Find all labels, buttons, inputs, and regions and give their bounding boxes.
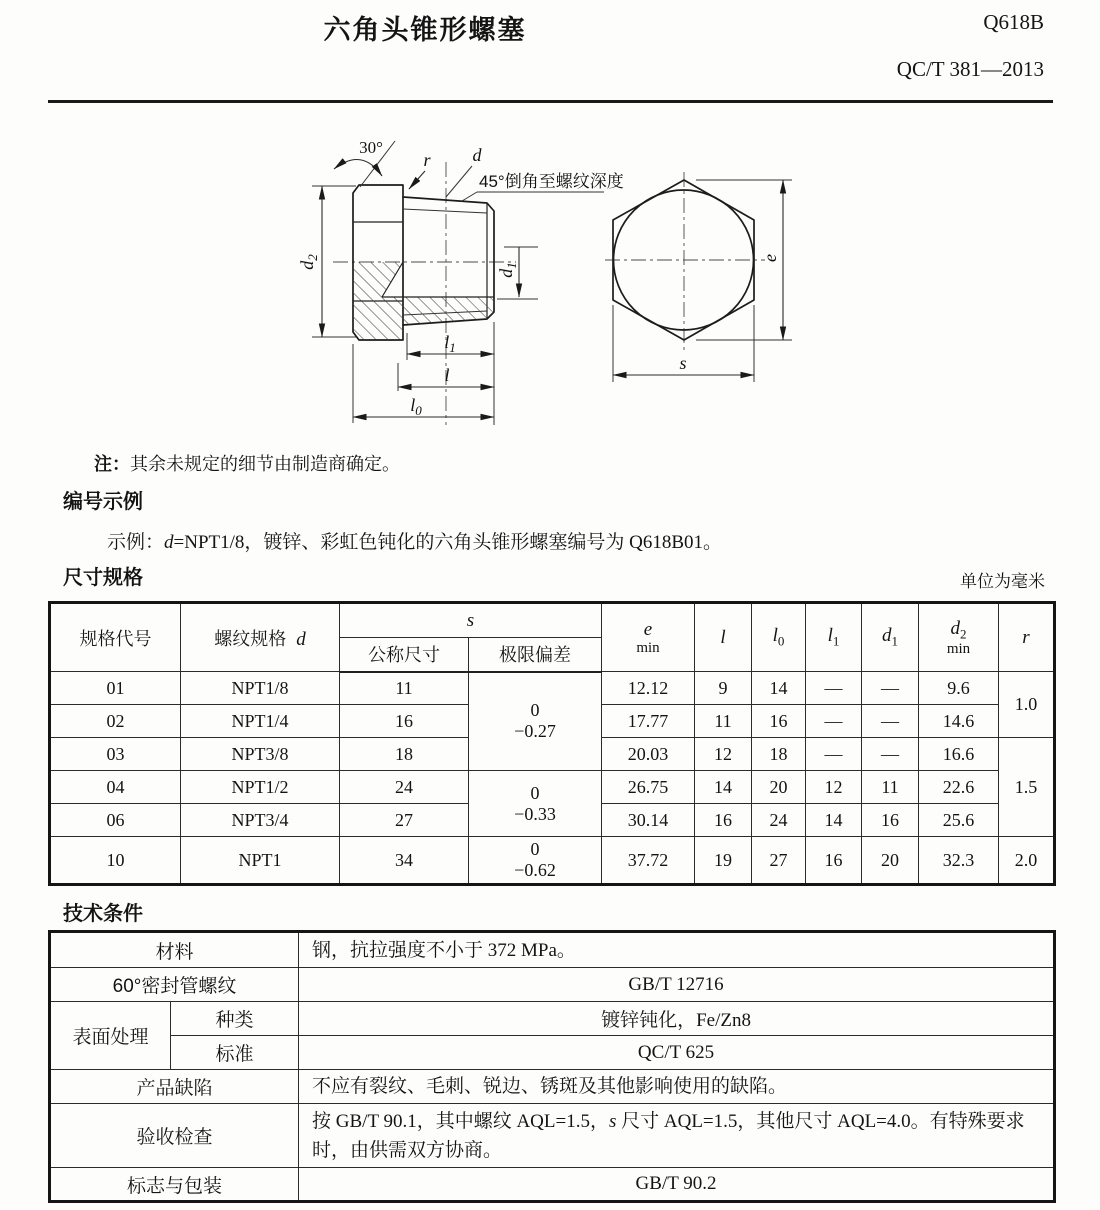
drawing-note [94, 450, 400, 476]
cell-tolerance-group-3: 0 −0.62 [469, 837, 602, 885]
cell-s: 11 [340, 672, 469, 705]
cell-code: 01 [50, 672, 181, 705]
cell-code: 06 [50, 804, 181, 837]
cell-e: 26.75 [602, 771, 695, 804]
tech-heading: 技术条件 [63, 903, 143, 925]
cell-l1: 12 [806, 771, 862, 804]
tech-value-marking: GB/T 90.2 [299, 1168, 1055, 1202]
tech-row-inspection [50, 1104, 1055, 1168]
cell-r-group-1: 1.0 [999, 672, 1055, 738]
cell-l0: 20 [752, 771, 806, 804]
cell-s: 27 [340, 804, 469, 837]
tech-row-material [50, 932, 1055, 968]
cell-code: 04 [50, 771, 181, 804]
l1-label: $l_1$ [444, 332, 456, 355]
cell-l: 19 [695, 837, 752, 885]
spec-row-04 [50, 771, 1055, 804]
col-header-l0: $l_0$ [752, 603, 806, 672]
angle-arc [334, 160, 382, 176]
cell-d1: 16 [862, 804, 919, 837]
note-label: 注： [94, 454, 130, 474]
cell-d2: 25.6 [919, 804, 999, 837]
spec-table [48, 601, 1056, 886]
cell-l0: 18 [752, 738, 806, 771]
spec-header-row-1 [50, 603, 1055, 638]
cell-s: 24 [340, 771, 469, 804]
cell-d2: 22.6 [919, 771, 999, 804]
cell-code: 03 [50, 738, 181, 771]
d-label: d [472, 145, 482, 165]
cell-thread: NPT1/4 [181, 705, 340, 738]
d-leader [446, 166, 472, 197]
numbering-example [107, 527, 722, 554]
cell-thread: NPT1 [181, 837, 340, 885]
cell-l1: — [806, 672, 862, 705]
standard-number: QC/T 381—2013 [896, 57, 1044, 81]
cell-l0: 27 [752, 837, 806, 885]
cell-d2: 32.3 [919, 837, 999, 885]
l-label: l [444, 365, 450, 385]
chamfer-note-leader [462, 192, 604, 201]
cell-l: 9 [695, 672, 752, 705]
cell-s: 34 [340, 837, 469, 885]
tech-label-material: 材料 [50, 932, 299, 968]
cell-l: 12 [695, 738, 752, 771]
col-header-r: r [999, 603, 1055, 672]
tech-row-marking [50, 1168, 1055, 1202]
note-text: 其余未规定的细节由制造商确定。 [130, 454, 400, 474]
cell-l: 14 [695, 771, 752, 804]
cell-l1: 16 [806, 837, 862, 885]
spec-table-header [50, 603, 1055, 672]
tech-value-thread-std: GB/T 12716 [299, 968, 1055, 1002]
r-label: r [423, 150, 431, 170]
page-title: 六角头锥形螺塞 [323, 15, 527, 45]
cell-d1: — [862, 738, 919, 771]
cell-l0: 16 [752, 705, 806, 738]
cell-s: 18 [340, 738, 469, 771]
cell-e: 17.77 [602, 705, 695, 738]
col-header-s: s [340, 603, 602, 638]
l0-label: $l_0$ [410, 395, 422, 418]
cell-thread: NPT1/8 [181, 672, 340, 705]
d2-label: $d_2$ [297, 254, 320, 270]
example-text: =NPT1/8，镀锌、彩虹色钝化的六角头锥形螺塞编号为 Q618B01。 [173, 532, 723, 553]
cell-r-group-2: 1.5 [999, 738, 1055, 837]
cell-tolerance-group-2: 0 −0.33 [469, 771, 602, 837]
col-header-thread: 螺纹规格 d [181, 603, 340, 672]
chamfer-note: 45°倒角至螺纹深度 [479, 172, 624, 191]
angle-label: 30° [359, 138, 383, 157]
tech-label-defects: 产品缺陷 [50, 1070, 299, 1104]
cell-e: 37.72 [602, 837, 695, 885]
cell-s: 16 [340, 705, 469, 738]
cell-l1: — [806, 738, 862, 771]
hex-centerlines [605, 172, 765, 350]
col-header-d2: $d_2$ min [919, 603, 999, 672]
cell-l0: 24 [752, 804, 806, 837]
cell-d2: 14.6 [919, 705, 999, 738]
section-hatching [353, 262, 494, 340]
cell-e: 20.03 [602, 738, 695, 771]
spec-row-01 [50, 672, 1055, 705]
tech-value-inspection: 按 GB/T 90.1，其中螺纹 AQL=1.5，s 尺寸 AQL=1.5，其他尺寸 AQL=4.0。有特殊要求时，由供需双方协商。 [299, 1104, 1055, 1168]
col-header-s-tolerance: 极限偏差 [469, 638, 602, 672]
cell-l1: 14 [806, 804, 862, 837]
col-header-l: l [695, 603, 752, 672]
technical-drawing [0, 0, 1100, 460]
spec-heading: 尺寸规格 [63, 567, 143, 589]
part-code: Q618B [983, 10, 1044, 34]
cell-code: 02 [50, 705, 181, 738]
cell-d1: 11 [862, 771, 919, 804]
tech-table [48, 930, 1056, 1203]
cell-l: 16 [695, 804, 752, 837]
tech-row-surface-type [50, 1002, 1055, 1036]
tech-value-surface-std: QC/T 625 [299, 1036, 1055, 1070]
cell-d1: 20 [862, 837, 919, 885]
tech-row-thread-std [50, 968, 1055, 1002]
tech-value-surface-type: 镀锌钝化，Fe/Zn8 [299, 1002, 1055, 1036]
tech-value-material: 钢，抗拉强度不小于 372 MPa。 [299, 932, 1055, 968]
cell-d1: — [862, 705, 919, 738]
cell-d2: 16.6 [919, 738, 999, 771]
cell-e: 12.12 [602, 672, 695, 705]
cell-r-single: 2.0 [999, 837, 1055, 885]
d1-label: $d_1$ [496, 262, 519, 278]
spec-row-10 [50, 837, 1055, 885]
cell-l: 11 [695, 705, 752, 738]
cell-thread: NPT1/2 [181, 771, 340, 804]
example-d-var: d [164, 532, 174, 553]
tech-label-marking: 标志与包装 [50, 1168, 299, 1202]
cell-l1: — [806, 705, 862, 738]
cell-code: 10 [50, 837, 181, 885]
s-label: s [679, 353, 687, 373]
cell-d1: — [862, 672, 919, 705]
numbering-heading: 编号示例 [63, 491, 143, 513]
tech-label-thread-std: 60°密封管螺纹 [50, 968, 299, 1002]
col-header-s-nominal: 公称尺寸 [340, 638, 469, 672]
tech-label-surface-type: 种类 [171, 1002, 299, 1036]
cell-thread: NPT3/8 [181, 738, 340, 771]
cell-thread: NPT3/4 [181, 804, 340, 837]
tech-label-surface-std: 标准 [171, 1036, 299, 1070]
cell-tolerance-group-1: 0 −0.27 [469, 672, 602, 771]
example-prefix: 示例： [107, 532, 165, 553]
col-header-l1: $l_1$ [806, 603, 862, 672]
col-header-e: e min [602, 603, 695, 672]
tech-row-defects [50, 1070, 1055, 1104]
col-header-code: 规格代号 [50, 603, 181, 672]
unit-note: 单位为毫米 [960, 572, 1045, 591]
col-header-d1: $d_1$ [862, 603, 919, 672]
r-leader [409, 171, 425, 189]
tech-label-surface: 表面处理 [50, 1002, 171, 1070]
cell-d2: 9.6 [919, 672, 999, 705]
tech-row-surface-std [50, 1036, 1055, 1070]
tech-value-defects: 不应有裂纹、毛刺、锐边、锈斑及其他影响使用的缺陷。 [299, 1070, 1055, 1104]
tech-label-inspection: 验收检查 [50, 1104, 299, 1168]
e-label: e [760, 254, 780, 262]
cell-l0: 14 [752, 672, 806, 705]
cell-e: 30.14 [602, 804, 695, 837]
